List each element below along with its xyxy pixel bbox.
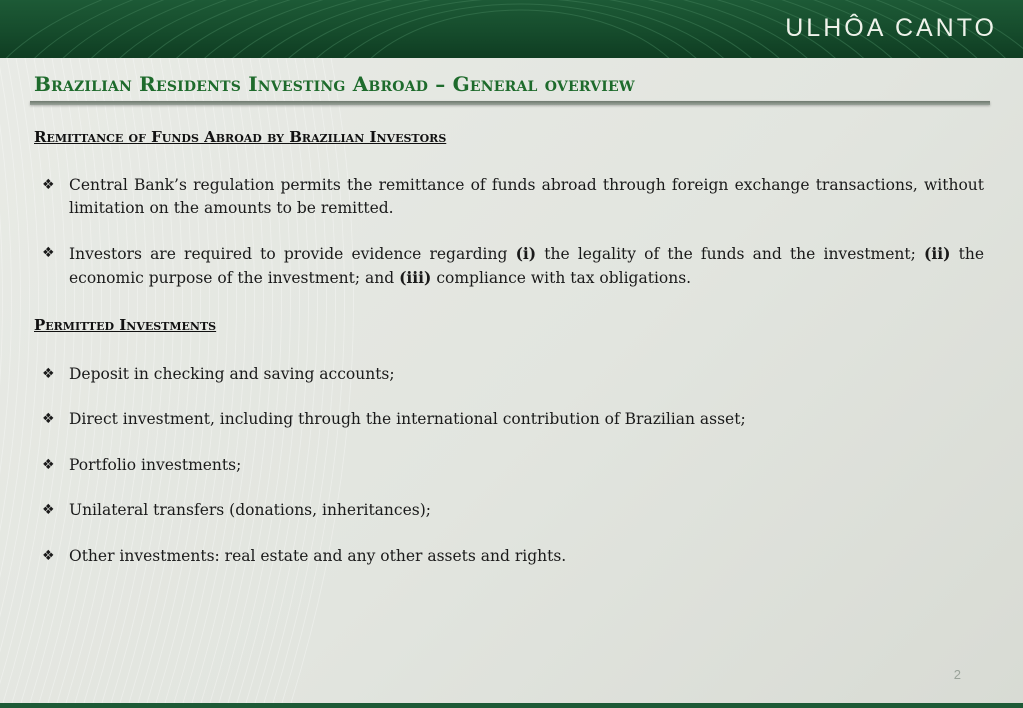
bullet-remittance-regulation — [42, 174, 984, 220]
text-part: the legality of the funds and the investment; — [536, 245, 925, 263]
bullet-text: Direct investment, including through the international contribution of Brazilian asset; — [69, 410, 746, 428]
diamond-bullet-icon: ❖ — [42, 245, 55, 261]
diamond-bullet-icon: ❖ — [42, 502, 55, 518]
bold-marker: (iii) — [399, 268, 432, 287]
bullet-text — [69, 242, 984, 290]
bold-marker: (i) — [515, 244, 537, 263]
section-heading-permitted: Permitted Investments — [34, 316, 217, 334]
diamond-bullet-icon: ❖ — [42, 411, 55, 427]
bullet-text: Central Bank’s regulation permits the remittance of funds abroad through foreign exchange transactions, without limitation on the amounts to be remitted. — [69, 176, 984, 217]
text-part: compliance with tax obligations. — [431, 269, 692, 287]
diamond-bullet-icon: ❖ — [42, 177, 55, 193]
diamond-bullet-icon: ❖ — [42, 457, 55, 473]
bullet-text: Deposit in checking and saving accounts; — [69, 365, 395, 383]
list-item — [42, 454, 984, 477]
bullet-evidence-requirements — [42, 242, 984, 290]
list-item — [42, 408, 984, 431]
diamond-bullet-icon: ❖ — [42, 548, 55, 564]
bold-marker: (ii) — [924, 244, 951, 263]
diamond-bullet-icon: ❖ — [42, 366, 55, 382]
header-bar — [0, 0, 1023, 58]
title-divider — [30, 101, 990, 105]
bullet-text: Other investments: real estate and any other assets and rights. — [69, 547, 567, 565]
section-heading-remittance: Remittance of Funds Abroad by Brazilian Investors — [34, 128, 447, 146]
list-item — [42, 499, 984, 522]
bullet-text: Unilateral transfers (donations, inheritances); — [69, 501, 431, 519]
list-item — [42, 363, 984, 386]
page-number: 2 — [953, 667, 961, 682]
company-logo: ULHÔA CANTO — [785, 14, 997, 42]
text-part: the economic purpose of the investment; and — [69, 245, 985, 287]
footer-bar — [0, 703, 1023, 708]
bullet-text: Portfolio investments; — [69, 456, 242, 474]
text-part: Investors are required to provide evidence regarding — [69, 245, 516, 263]
list-item — [42, 545, 984, 568]
slide-title: Brazilian Residents Investing Abroad – General overview — [34, 72, 635, 96]
